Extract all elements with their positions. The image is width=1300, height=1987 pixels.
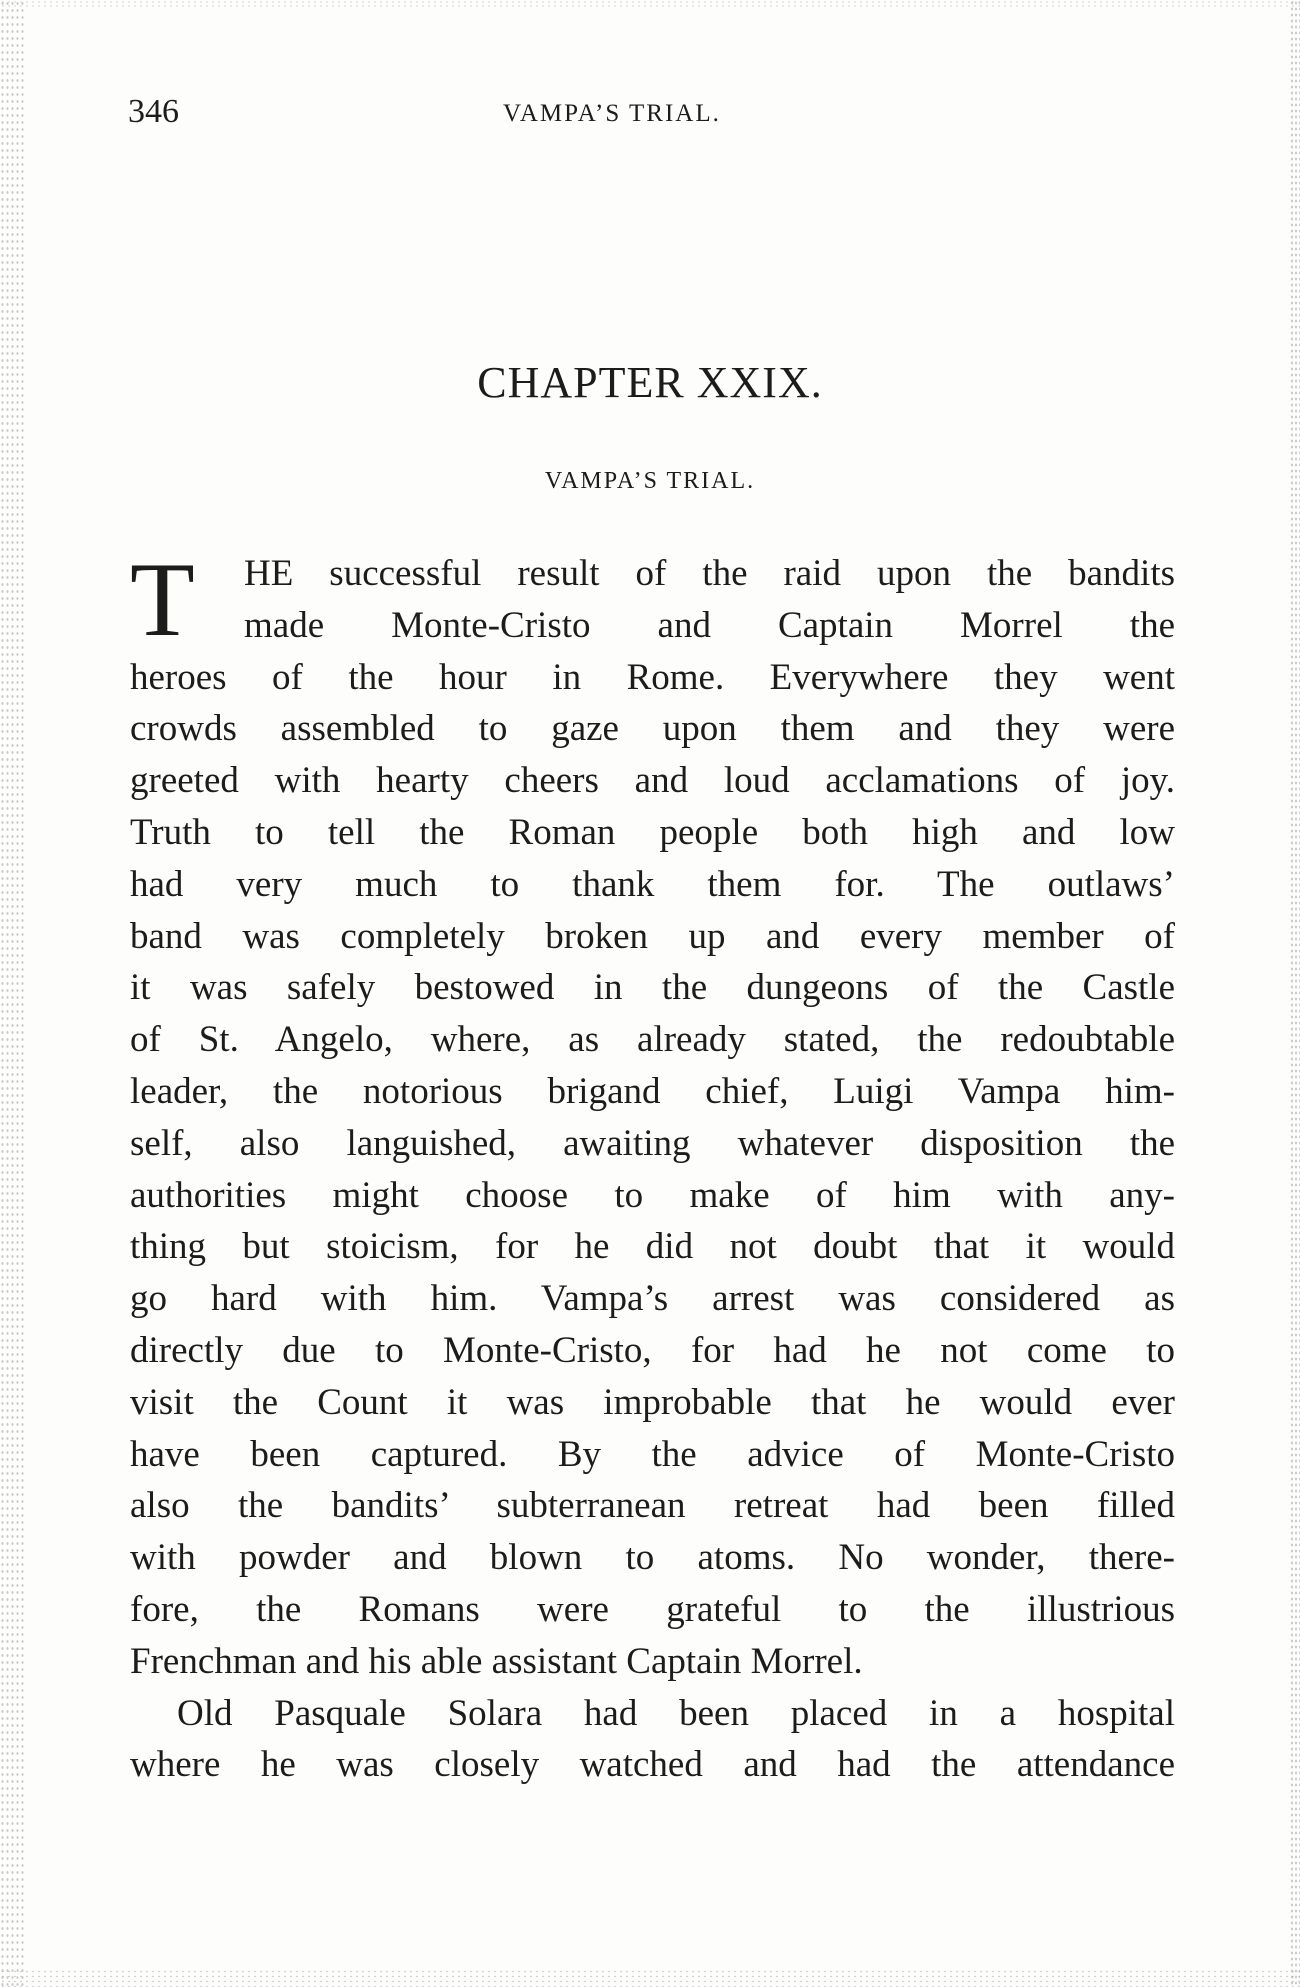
scan-edge-bottom xyxy=(0,1969,1300,1987)
text-line: with powder and blown to atoms. No wonder, there- xyxy=(130,1537,1175,1579)
text-line: of St. Angelo, where, as already stated, the redoubtable xyxy=(130,1019,1175,1061)
text-line: directly due to Monte-Cristo, for had he not come to xyxy=(130,1329,1175,1371)
body-text xyxy=(130,541,1175,1791)
chapter-subtitle: VAMPA’S TRIAL. xyxy=(544,468,756,494)
text-line: leader, the notorious brigand chief, Luigi Vampa him- xyxy=(130,1070,1175,1112)
text-line: crowds assembled to gaze upon them and they were xyxy=(130,708,1175,750)
text-line: had very much to thank them for. The outlaws’ xyxy=(130,863,1175,905)
text-line: HE successful result of the raid upon the bandits xyxy=(244,553,1175,594)
text-line: greeted with hearty cheers and loud acclamations of joy. xyxy=(130,760,1175,802)
scan-edge-right xyxy=(1290,0,1300,1987)
text-line: fore, the Romans were grateful to the illustrious xyxy=(130,1588,1175,1630)
text-line: made Monte-Cristo and Captain Morrel the xyxy=(244,604,1175,646)
text-line: visit the Count it was improbable that he would ever xyxy=(130,1381,1175,1423)
chapter-title: CHAPTER XXIX. xyxy=(477,358,823,407)
text-line: Old Pasquale Solara had been placed in a hospital xyxy=(177,1692,1175,1734)
text-line: it was safely bestowed in the dungeons of the Castle xyxy=(130,967,1175,1009)
paragraph xyxy=(130,541,1175,1688)
text-line: Frenchman and his able assistant Captain Morrel. xyxy=(130,1640,863,1682)
text-line: where he was closely watched and had the attendance xyxy=(130,1744,1175,1786)
paragraph xyxy=(130,1688,1175,1792)
scan-edge-left xyxy=(0,0,26,1987)
drop-cap: T xyxy=(130,541,195,658)
text-line: band was completely broken up and every member of xyxy=(130,915,1175,957)
text-line: go hard with him. Vampa’s arrest was considered as xyxy=(130,1278,1175,1320)
text-line: authorities might choose to make of him with any- xyxy=(130,1174,1175,1216)
text-line: also the bandits’ subterranean retreat had been filled xyxy=(130,1485,1175,1527)
running-header xyxy=(128,92,1178,132)
text-line: self, also languished, awaiting whatever disposition the xyxy=(130,1122,1175,1164)
running-title: VAMPA’S TRIAL. xyxy=(503,100,721,127)
text-line: thing but stoicism, for he did not doubt that it would xyxy=(130,1226,1175,1268)
page-number: 346 xyxy=(128,93,179,130)
text-line: heroes of the hour in Rome. Everywhere they went xyxy=(130,656,1175,698)
text-line: have been captured. By the advice of Monte-Cristo xyxy=(130,1433,1175,1475)
scan-edge-top xyxy=(0,0,1300,8)
text-line: Truth to tell the Roman people both high and low xyxy=(130,811,1175,853)
